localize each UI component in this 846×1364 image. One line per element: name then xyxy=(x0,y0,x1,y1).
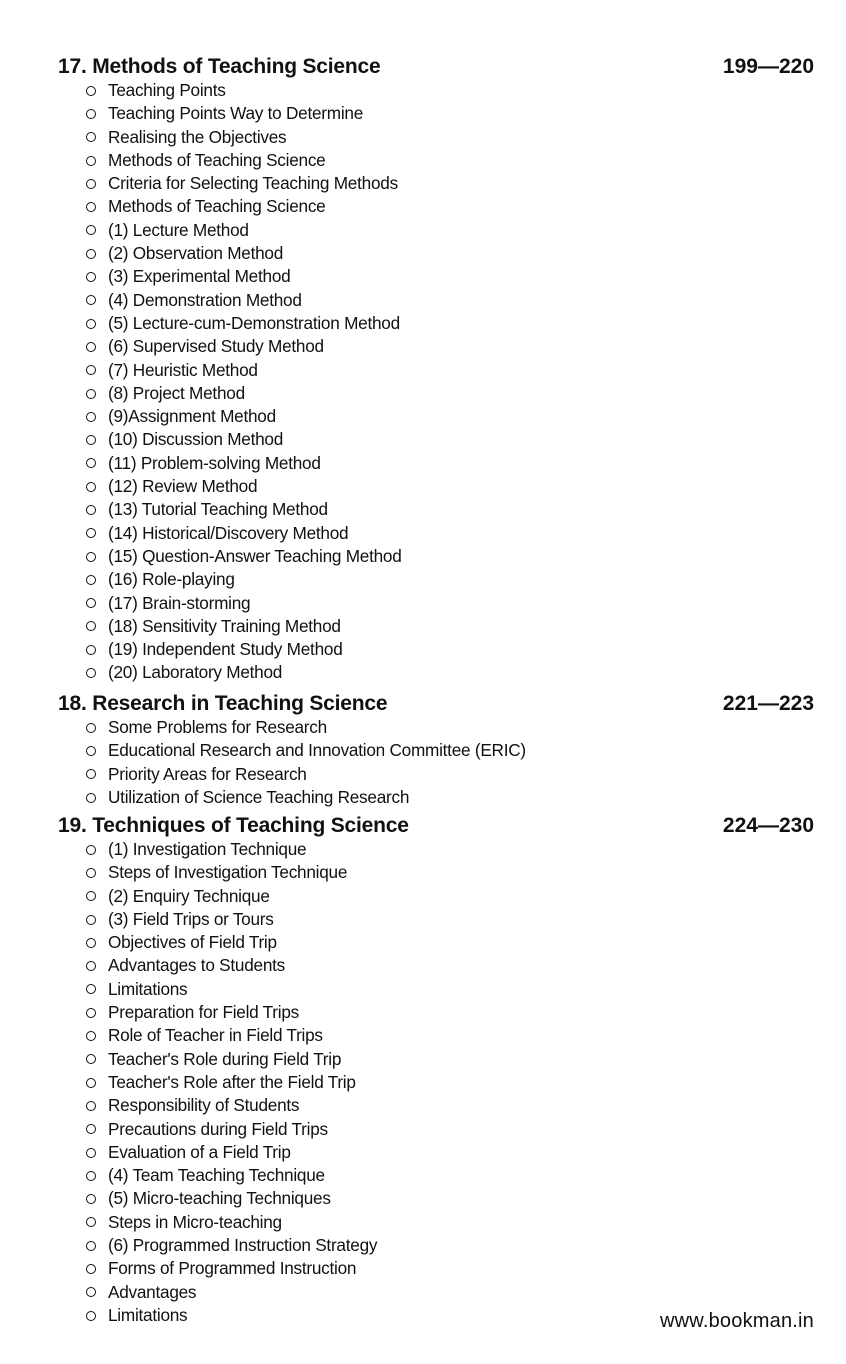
topic-item xyxy=(86,289,814,312)
topic-item xyxy=(86,265,814,288)
circle-bullet-icon xyxy=(86,1217,96,1227)
topic-item xyxy=(86,242,814,265)
topic-label: Role of Teacher in Field Trips xyxy=(108,1025,323,1046)
topic-label: (5) Micro-teaching Techniques xyxy=(108,1188,331,1209)
topic-label: Criteria for Selecting Teaching Methods xyxy=(108,173,398,194)
circle-bullet-icon xyxy=(86,86,96,96)
topic-label: (10) Discussion Method xyxy=(108,429,284,450)
topic-label: Realising the Objectives xyxy=(108,126,287,147)
publisher-website: www.bookman.in xyxy=(660,1310,814,1332)
chapter-18 xyxy=(58,691,814,810)
circle-bullet-icon xyxy=(86,1194,96,1204)
chapter-page-range: 221—223 xyxy=(722,692,814,715)
topic-label: (2) Observation Method xyxy=(108,243,284,264)
topic-item xyxy=(86,1234,814,1257)
topic-label: Teacher's Role during Field Trip xyxy=(108,1048,342,1069)
topic-label: Methods of Teaching Science xyxy=(108,196,326,217)
topic-label: Limitations xyxy=(108,1304,188,1325)
topic-label: (3) Experimental Method xyxy=(108,266,291,287)
topic-item xyxy=(86,1257,814,1280)
chapter-19 xyxy=(58,813,814,1327)
chapter-title: 17. Methods of Teaching Science xyxy=(58,55,381,78)
topic-item xyxy=(86,1071,814,1094)
circle-bullet-icon xyxy=(86,723,96,733)
topic-item xyxy=(86,405,814,428)
topic-label: (4) Team Teaching Technique xyxy=(108,1165,325,1186)
circle-bullet-icon xyxy=(86,202,96,212)
topic-label: Evaluation of a Field Trip xyxy=(108,1141,291,1162)
topic-label: Methods of Teaching Science xyxy=(108,149,326,170)
circle-bullet-icon xyxy=(86,1078,96,1088)
topic-label: Teaching Points xyxy=(108,80,226,100)
topic-item xyxy=(86,382,814,405)
circle-bullet-icon xyxy=(86,1311,96,1321)
topic-label: (17) Brain-storming xyxy=(108,592,251,613)
topic-label: (6) Programmed Instruction Strategy xyxy=(108,1235,378,1256)
topic-item xyxy=(86,335,814,358)
topic-label: Teaching Points Way to Determine xyxy=(108,103,364,124)
chapter-page-range: 199—220 xyxy=(722,55,814,78)
topic-list xyxy=(58,838,814,1327)
topic-item xyxy=(86,1211,814,1234)
topic-label: Priority Areas for Research xyxy=(108,763,307,784)
topic-item xyxy=(86,592,814,615)
circle-bullet-icon xyxy=(86,1241,96,1251)
chapter-title: 18. Research in Teaching Science xyxy=(58,692,388,715)
topic-label: (1) Investigation Technique xyxy=(108,839,307,859)
topic-label: Limitations xyxy=(108,978,188,999)
chapter-heading xyxy=(58,813,814,838)
topic-item xyxy=(86,838,814,861)
circle-bullet-icon xyxy=(86,179,96,189)
circle-bullet-icon xyxy=(86,552,96,562)
circle-bullet-icon xyxy=(86,915,96,925)
topic-label: (8) Project Method xyxy=(108,382,245,403)
topic-item xyxy=(86,861,814,884)
topic-item xyxy=(86,954,814,977)
circle-bullet-icon xyxy=(86,1148,96,1158)
topic-label: (11) Problem-solving Method xyxy=(108,452,321,473)
circle-bullet-icon xyxy=(86,938,96,948)
chapter-page-range: 224—230 xyxy=(722,814,814,837)
topic-label: (12) Review Method xyxy=(108,476,258,497)
circle-bullet-icon xyxy=(86,109,96,119)
circle-bullet-icon xyxy=(86,668,96,678)
topic-item xyxy=(86,786,814,809)
topic-item xyxy=(86,661,814,684)
circle-bullet-icon xyxy=(86,984,96,994)
topic-item xyxy=(86,978,814,1001)
topic-label: (16) Role-playing xyxy=(108,569,235,590)
circle-bullet-icon xyxy=(86,1287,96,1297)
chapter-heading xyxy=(58,54,814,79)
topic-label: (6) Supervised Study Method xyxy=(108,336,324,357)
topic-item xyxy=(86,1187,814,1210)
chapter-17 xyxy=(58,54,814,685)
topic-item xyxy=(86,498,814,521)
topic-label: (7) Heuristic Method xyxy=(108,359,258,380)
topic-label: (5) Lecture-cum-Demonstration Method xyxy=(108,312,400,333)
topic-item xyxy=(86,1141,814,1164)
circle-bullet-icon xyxy=(86,412,96,422)
topic-item xyxy=(86,126,814,149)
topic-label: Steps in Micro-teaching xyxy=(108,1211,282,1232)
topic-item xyxy=(86,568,814,591)
circle-bullet-icon xyxy=(86,389,96,399)
circle-bullet-icon xyxy=(86,272,96,282)
topic-label: (9)Assignment Method xyxy=(108,406,276,427)
circle-bullet-icon xyxy=(86,156,96,166)
topic-label: (4) Demonstration Method xyxy=(108,289,302,310)
topic-label: Precautions during Field Trips xyxy=(108,1118,328,1139)
circle-bullet-icon xyxy=(86,319,96,329)
chapter-heading xyxy=(58,691,814,716)
topic-item xyxy=(86,79,814,102)
circle-bullet-icon xyxy=(86,891,96,901)
topic-label: Utilization of Science Teaching Research xyxy=(108,787,410,808)
circle-bullet-icon xyxy=(86,621,96,631)
circle-bullet-icon xyxy=(86,1171,96,1181)
circle-bullet-icon xyxy=(86,793,96,803)
topic-list xyxy=(58,79,814,685)
circle-bullet-icon xyxy=(86,1008,96,1018)
topic-item xyxy=(86,428,814,451)
circle-bullet-icon xyxy=(86,249,96,259)
circle-bullet-icon xyxy=(86,769,96,779)
circle-bullet-icon xyxy=(86,961,96,971)
circle-bullet-icon xyxy=(86,1101,96,1111)
circle-bullet-icon xyxy=(86,1031,96,1041)
topic-item xyxy=(86,908,814,931)
topic-label: Forms of Programmed Instruction xyxy=(108,1258,357,1279)
topic-item xyxy=(86,172,814,195)
topic-item xyxy=(86,452,814,475)
topic-item xyxy=(86,615,814,638)
topic-label: Objectives of Field Trip xyxy=(108,932,277,953)
circle-bullet-icon xyxy=(86,1124,96,1134)
circle-bullet-icon xyxy=(86,225,96,235)
topic-item xyxy=(86,1118,814,1141)
circle-bullet-icon xyxy=(86,295,96,305)
circle-bullet-icon xyxy=(86,598,96,608)
topic-item xyxy=(86,1281,814,1304)
circle-bullet-icon xyxy=(86,482,96,492)
circle-bullet-icon xyxy=(86,435,96,445)
topic-item xyxy=(86,638,814,661)
topic-item xyxy=(86,102,814,125)
circle-bullet-icon xyxy=(86,1264,96,1274)
circle-bullet-icon xyxy=(86,528,96,538)
topic-label: (20) Laboratory Method xyxy=(108,662,283,683)
topic-label: Advantages xyxy=(108,1281,197,1302)
circle-bullet-icon xyxy=(86,845,96,855)
topic-label: (15) Question-Answer Teaching Method xyxy=(108,545,402,566)
topic-label: Educational Research and Innovation Committee (ERIC) xyxy=(108,740,526,761)
circle-bullet-icon xyxy=(86,645,96,655)
topic-label: (1) Lecture Method xyxy=(108,219,249,240)
topic-label: Steps of Investigation Technique xyxy=(108,862,348,883)
topic-item xyxy=(86,1048,814,1071)
circle-bullet-icon xyxy=(86,365,96,375)
circle-bullet-icon xyxy=(86,575,96,585)
topic-item xyxy=(86,195,814,218)
circle-bullet-icon xyxy=(86,868,96,878)
topic-label: (14) Historical/Discovery Method xyxy=(108,522,349,543)
topic-label: Responsibility of Students xyxy=(108,1095,300,1116)
topic-item xyxy=(86,219,814,242)
circle-bullet-icon xyxy=(86,746,96,756)
topic-item xyxy=(86,359,814,382)
topic-item xyxy=(86,1001,814,1024)
topic-item xyxy=(86,1024,814,1047)
topic-item xyxy=(86,739,814,762)
topic-item xyxy=(86,763,814,786)
topic-label: (3) Field Trips or Tours xyxy=(108,908,274,929)
topic-item xyxy=(86,1164,814,1187)
topic-item xyxy=(86,885,814,908)
topic-label: (18) Sensitivity Training Method xyxy=(108,615,341,636)
topic-item xyxy=(86,522,814,545)
topic-label: (19) Independent Study Method xyxy=(108,639,343,660)
topic-label: Teacher's Role after the Field Trip xyxy=(108,1071,356,1092)
topic-item xyxy=(86,312,814,335)
topic-label: Preparation for Field Trips xyxy=(108,1002,299,1023)
circle-bullet-icon xyxy=(86,1054,96,1064)
topic-label: Some Problems for Research xyxy=(108,717,327,737)
topic-item xyxy=(86,475,814,498)
topic-item xyxy=(86,149,814,172)
circle-bullet-icon xyxy=(86,132,96,142)
topic-label: (13) Tutorial Teaching Method xyxy=(108,499,328,520)
circle-bullet-icon xyxy=(86,505,96,515)
topic-label: Advantages to Students xyxy=(108,955,286,976)
topic-item xyxy=(86,545,814,568)
topic-item xyxy=(86,931,814,954)
circle-bullet-icon xyxy=(86,342,96,352)
topic-item xyxy=(86,1094,814,1117)
circle-bullet-icon xyxy=(86,458,96,468)
topic-list xyxy=(58,716,814,810)
topic-label: (2) Enquiry Technique xyxy=(108,885,270,906)
topic-item xyxy=(86,716,814,739)
chapter-title: 19. Techniques of Teaching Science xyxy=(58,814,409,837)
